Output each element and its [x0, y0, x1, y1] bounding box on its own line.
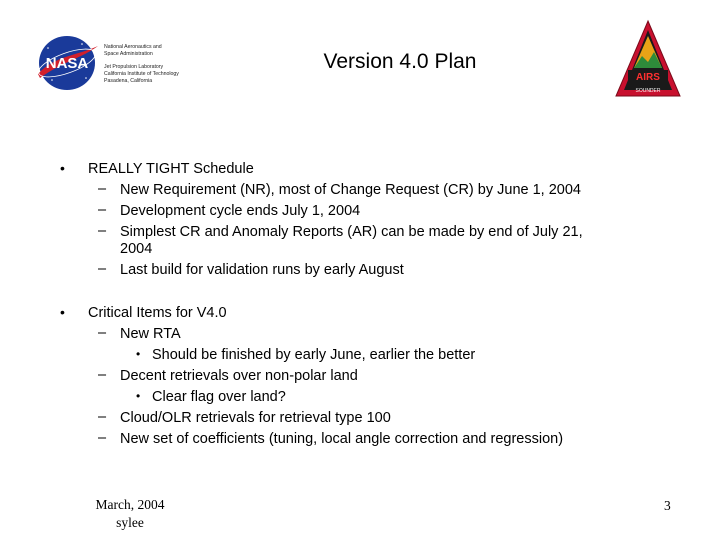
org-line: California Institute of Technology — [104, 71, 179, 77]
dash-marker: – — [98, 367, 107, 383]
org-line: Jet Propulsion Laboratory — [104, 64, 164, 70]
sub-bullet-marker: • — [136, 389, 141, 403]
footer-date: March, 2004 — [95, 497, 165, 512]
critical-item: Decent retrievals over non-polar land — [120, 368, 358, 384]
critical-subitem: Clear flag over land? — [152, 389, 286, 405]
dash-marker: – — [98, 409, 107, 425]
critical-item: New RTA — [120, 326, 181, 342]
slide-title: Version 4.0 Plan — [323, 50, 477, 73]
schedule-item: Simplest CR and Anomaly Reports (AR) can be made by end of July 21, — [120, 224, 583, 240]
organization-block — [104, 44, 179, 85]
airs-logo — [612, 18, 684, 100]
section-heading-schedule: REALLY TIGHT Schedule — [88, 161, 254, 177]
schedule-item: Last build for validation runs by early August — [120, 262, 404, 278]
dash-marker: – — [98, 223, 107, 239]
critical-item: Cloud/OLR retrievals for retrieval type 100 — [120, 410, 391, 426]
schedule-item: New Requirement (NR), most of Change Request (CR) by June 1, 2004 — [120, 182, 581, 198]
schedule-item-continued: 2004 — [120, 241, 153, 257]
dash-marker: – — [98, 325, 107, 341]
org-line: Space Administration — [104, 51, 153, 57]
footer — [92, 496, 168, 532]
page-number: 3 — [664, 498, 671, 513]
critical-item: New set of coefficients (tuning, local angle correction and regression) — [120, 431, 564, 447]
section-heading-critical-items: Critical Items for V4.0 — [88, 305, 227, 321]
dash-marker: – — [98, 261, 107, 277]
dash-marker: – — [98, 181, 107, 197]
org-line: National Aeronautics and — [104, 44, 162, 50]
critical-subitem: Should be finished by early June, earlier the better — [152, 347, 476, 363]
nasa-logo — [34, 34, 100, 92]
schedule-item: Development cycle ends July 1, 2004 — [120, 203, 361, 219]
dash-marker: – — [98, 202, 107, 218]
airs-logo-subtext: SOUNDER — [635, 88, 661, 94]
bullet-marker: • — [60, 160, 65, 176]
dash-marker: – — [98, 430, 107, 446]
nasa-logo-text: NASA — [45, 55, 89, 72]
airs-logo-text: AIRS — [636, 72, 660, 83]
org-line: Pasadena, California — [104, 78, 153, 84]
bullet-marker: • — [60, 304, 65, 320]
footer-author: sylee — [116, 515, 144, 530]
sub-bullet-marker: • — [136, 347, 141, 361]
